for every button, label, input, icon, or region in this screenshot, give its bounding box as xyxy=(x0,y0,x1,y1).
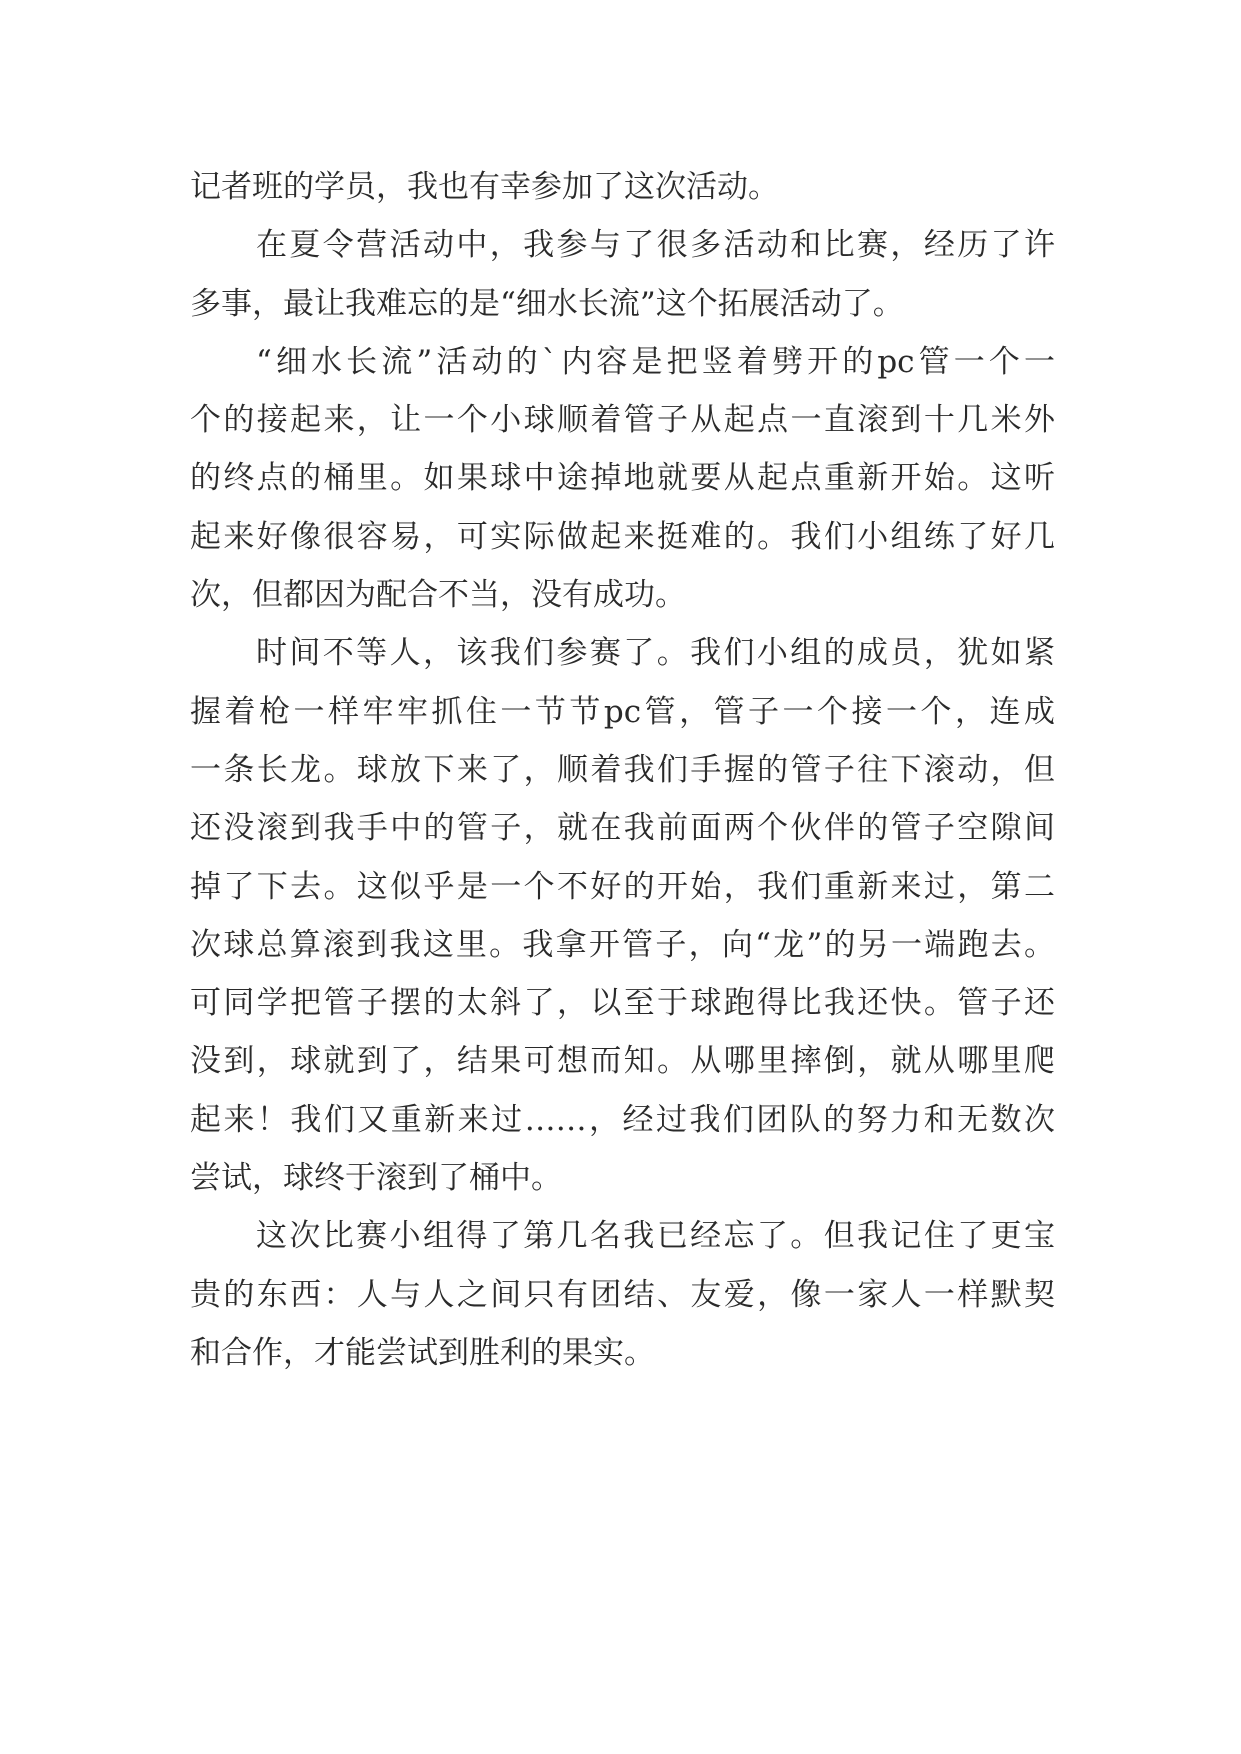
text-line: 掉了下去。这似乎是一个不好的开始，我们重新来过，第二 xyxy=(190,868,1055,905)
text-line: 握着枪一样牢牢抓住一节节pc管，管子一个接一个，连成 xyxy=(190,693,1055,730)
text-line: 没到，球就到了，结果可想而知。从哪里摔倒，就从哪里爬 xyxy=(190,1043,1055,1080)
text-line: 次球总算滚到我这里。我拿开管子，向“龙”的另一端跑去。 xyxy=(190,926,1055,963)
text-line: 次，但都因为配合不当，没有成功。 xyxy=(190,577,686,614)
essay-body xyxy=(190,158,1055,1382)
text-line: 尝试，球终于滚到了桶中。 xyxy=(190,1160,562,1197)
text-line: 起来！我们又重新来过……，经过我们团队的努力和无数次 xyxy=(190,1101,1055,1138)
text-line: 贵的东西：人与人之间只有团结、友爱，像一家人一样默契 xyxy=(190,1276,1055,1313)
text-line: 个的接起来，让一个小球顺着管子从起点一直滚到十几米外 xyxy=(190,402,1055,439)
text-line: 记者班的学员，我也有幸参加了这次活动。 xyxy=(190,169,779,205)
text-line: 这次比赛小组得了第几名我已经忘了。但我记住了更宝 xyxy=(256,1218,1055,1255)
text-line: 起来好像很容易，可实际做起来挺难的。我们小组练了好几 xyxy=(190,518,1055,555)
text-line: 可同学把管子摆的太斜了，以至于球跑得比我还快。管子还 xyxy=(190,985,1055,1022)
text-line: 还没滚到我手中的管子，就在我前面两个伙伴的管子空隙间 xyxy=(190,810,1055,847)
text-line: “细水长流”活动的`内容是把竖着劈开的pc管一个一 xyxy=(256,343,1055,380)
text-line: 的终点的桶里。如果球中途掉地就要从起点重新开始。这听 xyxy=(190,460,1055,497)
text-line: 多事，最让我难忘的是“细水长流”这个拓展活动了。 xyxy=(190,285,904,322)
text-line: 时间不等人，该我们参赛了。我们小组的成员，犹如紧 xyxy=(256,635,1055,672)
text-line: 在夏令营活动中，我参与了很多活动和比赛，经历了许 xyxy=(256,227,1055,264)
text-line: 一条长龙。球放下来了，顺着我们手握的管子往下滚动，但 xyxy=(190,751,1055,788)
text-line: 和合作，才能尝试到胜利的果实。 xyxy=(190,1334,655,1371)
